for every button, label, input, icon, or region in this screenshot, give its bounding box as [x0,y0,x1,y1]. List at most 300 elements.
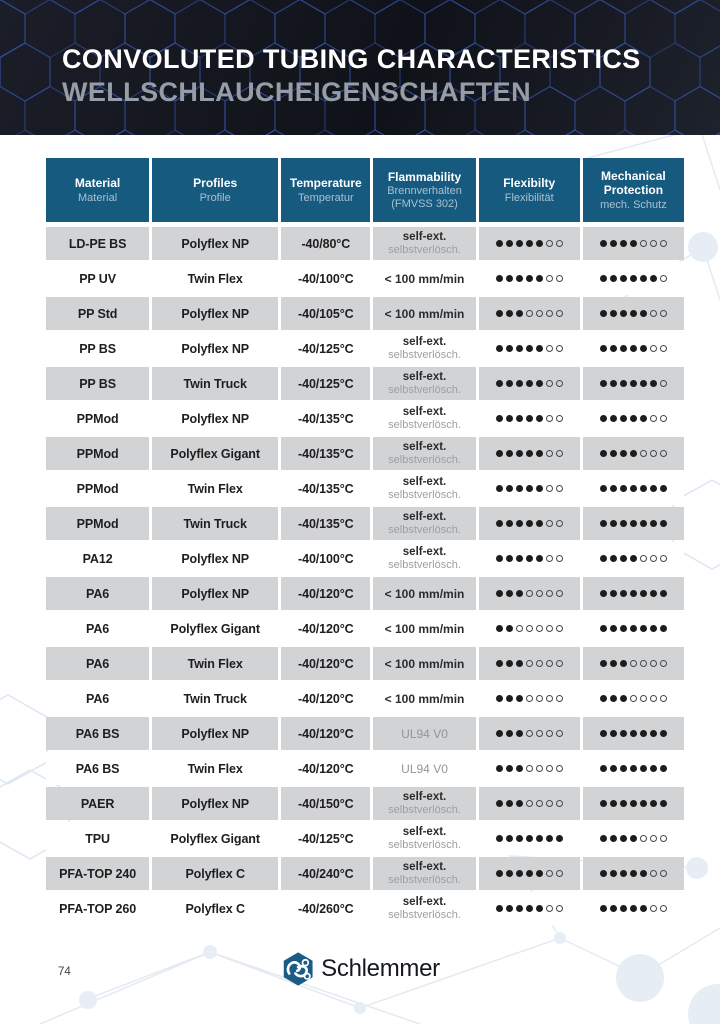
flammability-value: < 100 mm/min [384,691,465,706]
rating-dot-empty [660,450,667,457]
flammability-value-en: self-ext. [402,230,447,243]
rating-dot-filled [620,485,627,492]
mechanical-protection-cell [583,367,684,400]
rating-dot-empty [546,415,553,422]
flammability-value-de: selbstverlösch. [388,873,461,886]
rating-dot-filled [600,275,607,282]
flammability-cell [373,542,475,575]
rating-dot-filled [536,905,543,912]
rating-dot-empty [546,485,553,492]
table-row [46,612,684,645]
rating-dot-empty [556,730,563,737]
rating-dot-filled [496,835,503,842]
rating-dot-filled [620,450,627,457]
material-cell [46,717,149,750]
table-row [46,507,684,540]
rating-dot-empty [526,695,533,702]
rating-dot-filled [496,485,503,492]
rating-dot-filled [630,625,637,632]
profile-cell [152,507,278,540]
temperature-value: -40/125°C [298,831,354,846]
temperature-value: -40/100°C [298,551,354,566]
rating-dot-filled [620,275,627,282]
rating-dot-filled [496,345,503,352]
rating-dot-filled [536,450,543,457]
rating-dot-filled [600,240,607,247]
rating-dot-filled [496,660,503,667]
column-label-de: Flexibilität [504,191,554,204]
column-header-material [46,158,149,222]
profile-value: Twin Flex [187,481,243,496]
rating-dot-empty [536,310,543,317]
profile-value: Polyflex NP [181,341,249,356]
flexibility-rating [496,870,563,877]
rating-dot-empty [526,310,533,317]
material-value: TPU [85,831,110,846]
material-value: PP UV [79,271,116,286]
rating-dot-filled [600,590,607,597]
rating-dot-filled [620,800,627,807]
temperature-value: -40/105°C [298,306,354,321]
material-value: PA12 [82,551,113,566]
rating-dot-filled [640,275,647,282]
rating-dot-filled [640,380,647,387]
column-header-temperature [281,158,370,222]
mechanical-protection-cell [583,892,684,925]
rating-dot-empty [546,450,553,457]
mechanical-protection-cell [583,647,684,680]
flammability-value: < 100 mm/min [384,586,465,601]
temperature-value: -40/260°C [298,901,354,916]
rating-dot-empty [556,905,563,912]
rating-dot-empty [536,625,543,632]
flexibility-rating [496,240,563,247]
temperature-value: -40/135°C [298,446,354,461]
rating-dot-filled [516,520,523,527]
rating-dot-filled [496,555,503,562]
profile-value: Polyflex C [185,901,245,916]
mechanical-protection-rating [600,730,667,737]
rating-dot-filled [640,870,647,877]
rating-dot-empty [660,555,667,562]
rating-dot-filled [516,660,523,667]
rating-dot-filled [610,345,617,352]
rating-dot-empty [556,870,563,877]
profile-value: Polyflex Gigant [170,831,260,846]
rating-dot-empty [650,870,657,877]
rating-dot-empty [660,345,667,352]
temperature-cell [281,437,370,470]
flammability-value-de: selbstverlösch. [388,383,461,396]
temperature-cell [281,262,370,295]
rating-dot-empty [556,275,563,282]
rating-dot-empty [546,380,553,387]
flammability-value-en: self-ext. [402,440,447,453]
rating-dot-empty [546,625,553,632]
rating-dot-empty [556,800,563,807]
rating-dot-filled [506,380,513,387]
material-cell [46,752,149,785]
material-cell [46,612,149,645]
rating-dot-filled [610,905,617,912]
rating-dot-filled [526,450,533,457]
material-value: LD-PE BS [68,236,127,251]
flammability-cell [373,787,475,820]
flexibility-cell [479,682,580,715]
profile-cell [152,577,278,610]
rating-dot-filled [660,590,667,597]
mechanical-protection-cell [583,857,684,890]
rating-dot-empty [640,555,647,562]
temperature-cell [281,682,370,715]
column-label-en: Flexibilty [503,176,556,191]
material-cell [46,367,149,400]
rating-dot-filled [620,765,627,772]
rating-dot-filled [600,310,607,317]
rating-dot-empty [546,870,553,877]
profile-cell [152,752,278,785]
rating-dot-filled [630,450,637,457]
temperature-value: -40/120°C [298,656,354,671]
flexibility-rating [496,450,563,457]
page-title: CONVOLUTED TUBING CHARACTERISTICS [62,44,641,74]
rating-dot-filled [640,730,647,737]
column-header-profiles [152,158,278,222]
rating-dot-empty [650,555,657,562]
profile-cell [152,717,278,750]
material-value: PFA-TOP 240 [59,866,137,881]
rating-dot-filled [516,695,523,702]
temperature-cell [281,577,370,610]
rating-dot-filled [610,520,617,527]
flexibility-rating [496,730,563,737]
material-cell [46,857,149,890]
flammability-value-en: self-ext. [402,860,447,873]
schlemmer-logo-icon [280,950,316,988]
rating-dot-filled [506,765,513,772]
material-value: PPMod [76,446,119,461]
material-cell [46,332,149,365]
rating-dot-filled [600,695,607,702]
mechanical-protection-cell [583,507,684,540]
flexibility-cell [479,647,580,680]
rating-dot-filled [610,695,617,702]
rating-dot-filled [620,730,627,737]
rating-dot-filled [640,345,647,352]
flexibility-cell [479,227,580,260]
profile-value: Twin Truck [183,516,247,531]
flammability-value-en: self-ext. [402,545,447,558]
profile-cell [152,262,278,295]
flammability-value-en: self-ext. [402,790,447,803]
flexibility-rating [496,800,563,807]
rating-dot-empty [650,345,657,352]
flexibility-rating [496,275,563,282]
column-label-de: Brennverhalten (FMVSS 302) [387,185,462,210]
flexibility-rating [496,345,563,352]
flammability-cell [373,227,475,260]
column-label-en: Material [74,176,121,191]
mechanical-protection-rating [600,240,667,247]
mechanical-protection-rating [600,625,667,632]
flammability-value-de: selbstverlösch. [388,838,461,851]
mechanical-protection-cell [583,437,684,470]
mechanical-protection-cell [583,472,684,505]
mechanical-protection-rating [600,520,667,527]
rating-dot-filled [610,800,617,807]
rating-dot-empty [536,590,543,597]
rating-dot-filled [630,380,637,387]
flammability-value-de: selbstverlösch. [388,558,461,571]
material-value: PA6 [86,691,110,706]
flexibility-cell [479,577,580,610]
mechanical-protection-rating [600,590,667,597]
rating-dot-empty [526,730,533,737]
flammability-cell [373,752,475,785]
material-cell [46,822,149,855]
rating-dot-filled [496,730,503,737]
rating-dot-filled [640,415,647,422]
flexibility-cell [479,857,580,890]
rating-dot-filled [506,835,513,842]
column-label-en: Profiles [193,176,238,191]
rating-dot-filled [526,345,533,352]
table-header-row [46,158,684,222]
temperature-cell [281,367,370,400]
flammability-cell [373,892,475,925]
flexibility-cell [479,717,580,750]
mechanical-protection-cell [583,542,684,575]
table-body [46,227,684,925]
profile-cell [152,437,278,470]
column-header-flexibility [479,158,580,222]
rating-dot-empty [640,450,647,457]
rating-dot-filled [496,520,503,527]
rating-dot-filled [536,345,543,352]
temperature-cell [281,507,370,540]
profile-value: Polyflex NP [181,411,249,426]
rating-dot-filled [536,485,543,492]
profile-value: Twin Flex [187,271,243,286]
mechanical-protection-cell [583,332,684,365]
rating-dot-empty [556,380,563,387]
material-cell [46,472,149,505]
rating-dot-filled [516,310,523,317]
flammability-cell [373,332,475,365]
rating-dot-filled [620,835,627,842]
temperature-value: -40/120°C [298,691,354,706]
rating-dot-filled [600,625,607,632]
profile-cell [152,227,278,260]
rating-dot-filled [610,625,617,632]
table-row [46,717,684,750]
flexibility-rating [496,520,563,527]
profile-cell [152,857,278,890]
rating-dot-filled [630,240,637,247]
rating-dot-filled [620,660,627,667]
flexibility-rating [496,555,563,562]
flammability-cell [373,717,475,750]
rating-dot-filled [546,835,553,842]
rating-dot-filled [516,835,523,842]
flexibility-cell [479,332,580,365]
rating-dot-empty [546,555,553,562]
rating-dot-filled [496,240,503,247]
rating-dot-filled [640,310,647,317]
table-row [46,682,684,715]
rating-dot-filled [496,870,503,877]
rating-dot-filled [516,765,523,772]
rating-dot-filled [600,345,607,352]
rating-dot-filled [496,450,503,457]
material-value: PP BS [79,376,116,391]
rating-dot-filled [610,275,617,282]
rating-dot-filled [620,310,627,317]
rating-dot-filled [610,765,617,772]
table-row [46,472,684,505]
rating-dot-empty [660,380,667,387]
rating-dot-filled [600,765,607,772]
rating-dot-empty [556,450,563,457]
mechanical-protection-rating [600,800,667,807]
column-label-en: Temperature [289,176,362,191]
rating-dot-filled [640,625,647,632]
flammability-cell [373,437,475,470]
rating-dot-filled [536,380,543,387]
mechanical-protection-rating [600,485,667,492]
rating-dot-filled [640,590,647,597]
flexibility-rating [496,415,563,422]
rating-dot-empty [556,415,563,422]
rating-dot-filled [506,730,513,737]
profile-value: Twin Truck [183,691,247,706]
mechanical-protection-cell [583,577,684,610]
material-value: PP BS [79,341,116,356]
temperature-value: -40/150°C [298,796,354,811]
rating-dot-empty [660,835,667,842]
rating-dot-empty [536,660,543,667]
rating-dot-filled [516,555,523,562]
rating-dot-filled [610,555,617,562]
temperature-cell [281,227,370,260]
rating-dot-empty [660,275,667,282]
rating-dot-filled [496,310,503,317]
temperature-cell [281,857,370,890]
rating-dot-filled [496,625,503,632]
flammability-value-de: selbstverlösch. [388,348,461,361]
material-cell [46,787,149,820]
mechanical-protection-cell [583,402,684,435]
rating-dot-filled [506,310,513,317]
flexibility-cell [479,892,580,925]
rating-dot-filled [630,555,637,562]
material-value: PP Std [77,306,118,321]
table-row [46,857,684,890]
rating-dot-filled [516,240,523,247]
rating-dot-empty [660,695,667,702]
mechanical-protection-rating [600,380,667,387]
table-row [46,542,684,575]
rating-dot-filled [496,800,503,807]
mechanical-protection-rating [600,450,667,457]
table-row [46,892,684,925]
rating-dot-filled [640,765,647,772]
rating-dot-filled [640,800,647,807]
column-label-de: Material [78,191,118,204]
rating-dot-empty [536,730,543,737]
rating-dot-filled [600,380,607,387]
mechanical-protection-rating [600,870,667,877]
rating-dot-filled [516,415,523,422]
flammability-value-en: self-ext. [402,510,447,523]
flexibility-cell [479,787,580,820]
rating-dot-empty [630,695,637,702]
profile-value: Polyflex NP [181,726,249,741]
temperature-cell [281,297,370,330]
rating-dot-filled [536,520,543,527]
rating-dot-filled [496,275,503,282]
rating-dot-filled [516,450,523,457]
rating-dot-empty [650,660,657,667]
rating-dot-filled [620,905,627,912]
characteristics-table [46,158,684,925]
flexibility-rating [496,835,563,842]
page-number: 74 [58,966,71,978]
rating-dot-filled [516,800,523,807]
rating-dot-filled [496,415,503,422]
rating-dot-empty [556,765,563,772]
material-value: PA6 [86,586,110,601]
table-row [46,577,684,610]
temperature-cell [281,787,370,820]
rating-dot-empty [640,240,647,247]
profile-value: Polyflex NP [181,236,249,251]
material-cell [46,507,149,540]
table-row [46,262,684,295]
rating-dot-filled [506,240,513,247]
table-row [46,227,684,260]
rating-dot-filled [496,590,503,597]
rating-dot-empty [660,310,667,317]
table-row [46,822,684,855]
profile-value: Polyflex NP [181,586,249,601]
rating-dot-filled [506,800,513,807]
flexibility-rating [496,590,563,597]
rating-dot-filled [640,485,647,492]
temperature-value: -40/135°C [298,411,354,426]
column-label-de: mech. Schutz [600,198,667,211]
rating-dot-filled [660,730,667,737]
rating-dot-empty [640,660,647,667]
rating-dot-filled [650,590,657,597]
rating-dot-filled [650,625,657,632]
profile-cell [152,542,278,575]
material-cell [46,682,149,715]
material-cell [46,577,149,610]
table-row [46,297,684,330]
rating-dot-empty [556,345,563,352]
rating-dot-filled [506,625,513,632]
rating-dot-filled [660,520,667,527]
temperature-value: -40/120°C [298,586,354,601]
flammability-value-en: self-ext. [402,405,447,418]
flexibility-cell [479,542,580,575]
rating-dot-filled [650,730,657,737]
flexibility-cell [479,297,580,330]
rating-dot-filled [610,660,617,667]
profile-cell [152,472,278,505]
rating-dot-filled [556,835,563,842]
